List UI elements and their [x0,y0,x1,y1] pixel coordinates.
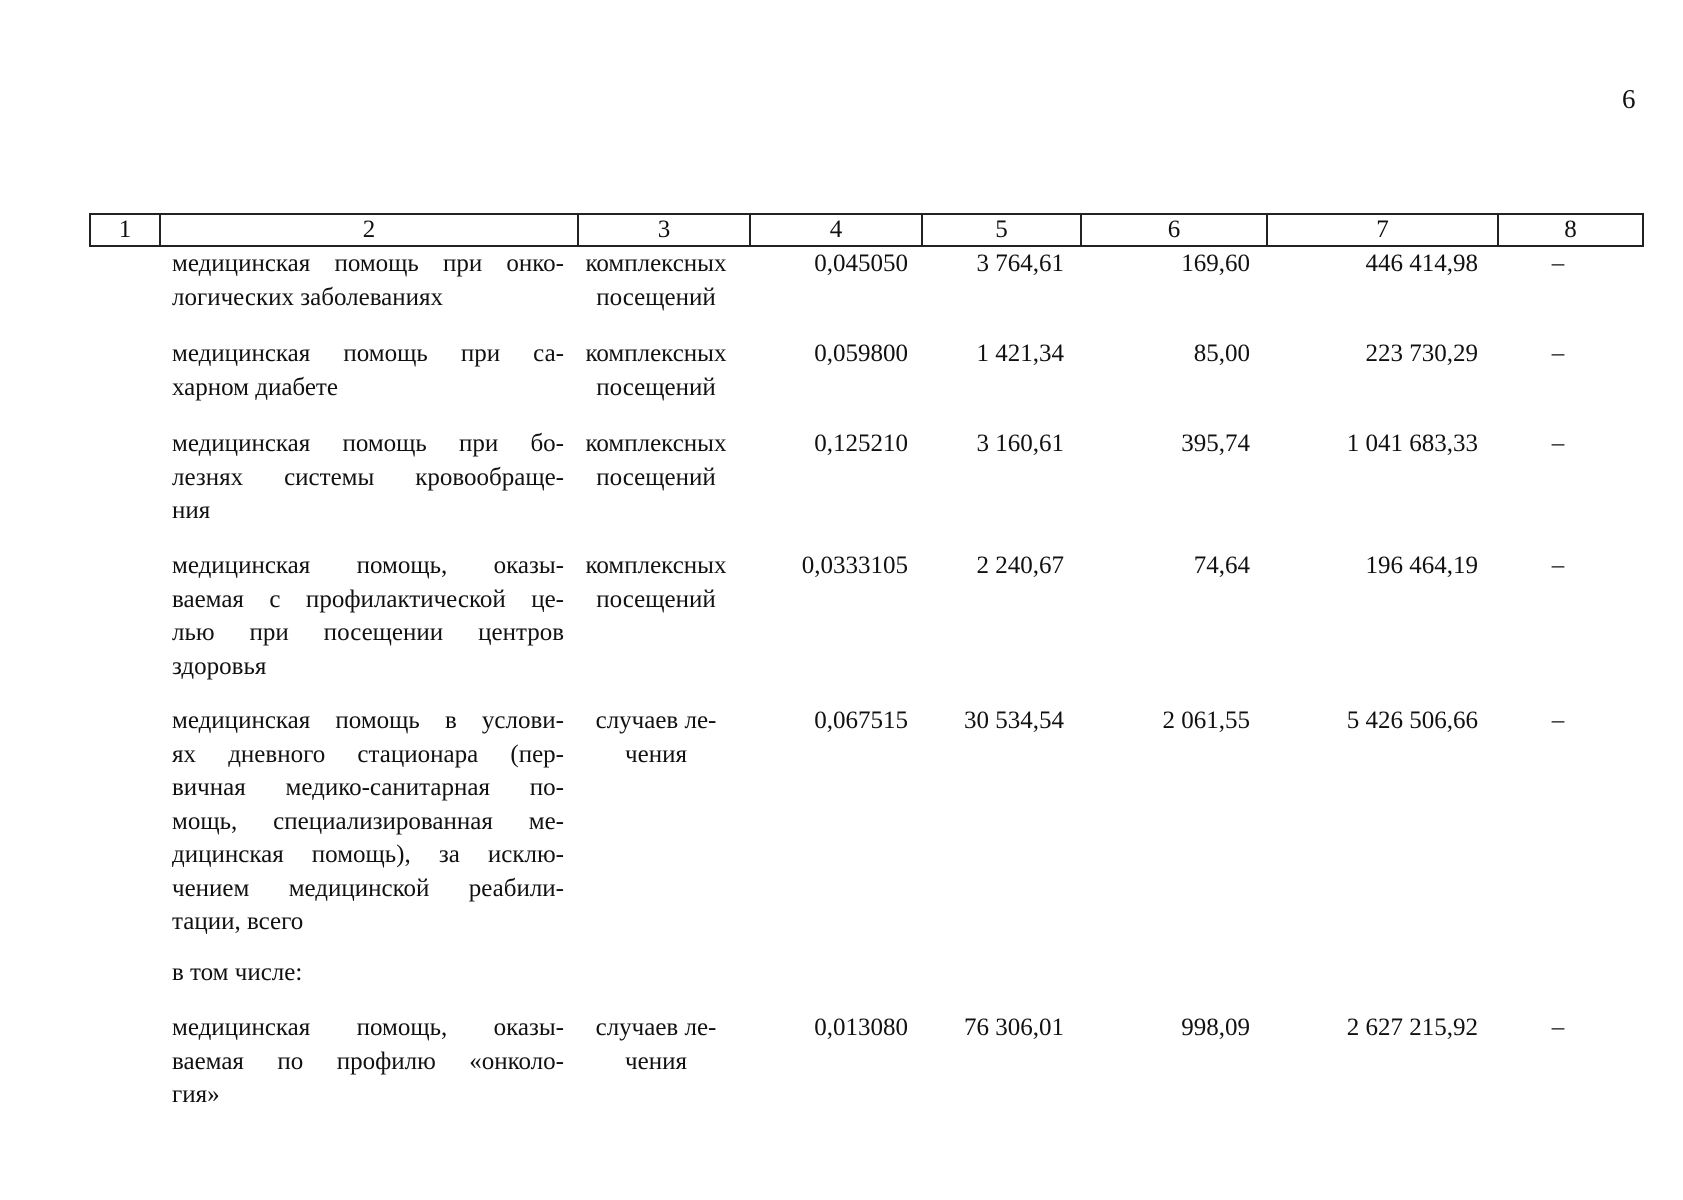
row-unit [574,247,738,314]
row-name [172,427,564,528]
row-value-c4: 0,0333105 [801,552,908,579]
row-name-line: лезнях системы кровообраще- [172,463,564,491]
row-value-c7: 223 730,29 [1365,340,1478,367]
row-value-c5: 1 421,34 [976,340,1064,367]
row-unit-line: комплексных [585,340,727,367]
header-col-7: 7 [1267,214,1498,246]
row-name-line: мощь, специализированная ме- [172,807,564,835]
header-col-5: 5 [922,214,1081,246]
header-col-2: 2 [160,214,578,246]
row-value-c8: – [1551,552,1565,579]
row-unit-line: посещений [596,463,716,491]
row-name-line: медицинская помощь при бо- [172,430,564,457]
row-value-c6: 85,00 [1193,340,1250,367]
row-unit-line: посещений [596,373,716,401]
row-name-line: медицинская помощь при са- [172,340,564,367]
page-number: 6 [1622,84,1636,114]
row-name-line: медицинская помощь в услови- [172,707,564,734]
header-col-4: 4 [750,214,922,246]
row-unit [574,337,738,404]
header-col-3: 3 [578,214,750,246]
row-value-c5: 2 240,67 [976,552,1064,579]
row-name [172,549,564,683]
row-value-c8: – [1551,340,1565,367]
row-unit [574,1011,738,1078]
row-value-c4: 0,059800 [814,340,908,367]
row-value-c5: 76 306,01 [964,1014,1064,1041]
row-unit-line: посещений [596,283,716,311]
row-name-line: харном диабете [172,373,338,401]
row-value-c8: – [1551,707,1565,734]
row-name [172,247,564,314]
row-value-c5: 30 534,54 [964,707,1064,734]
row-name [172,337,564,404]
row-unit [574,549,738,616]
row-value-c4: 0,045050 [814,250,908,277]
row-unit-line: комплексных [585,250,727,277]
row-unit-line: комплексных [585,552,727,579]
row-name-line: ния [172,497,211,524]
row-name-line: гия» [172,1081,220,1108]
row-name-line: ваемая с профилактической це- [172,585,564,613]
column-number-header [89,213,1644,247]
row-value-c6: 74,64 [1193,552,1250,579]
row-unit-line: посещений [596,585,716,613]
row-value-c8: – [1551,430,1565,457]
row-value-c7: 5 426 506,66 [1346,707,1478,734]
row-name-line: ваемая по профилю «онколо- [172,1047,564,1075]
row-value-c7: 446 414,98 [1365,250,1478,277]
row-value-c6: 395,74 [1181,430,1250,457]
row-name-line: медицинская помощь при онко- [172,250,564,277]
row-value-c6: 998,09 [1181,1014,1250,1041]
row-value-c6: 2 061,55 [1162,707,1250,734]
row-value-c5: 3 160,61 [976,430,1064,457]
header-col-6: 6 [1081,214,1267,246]
header-col-1: 1 [90,214,160,246]
row-name [172,1011,564,1112]
row-unit [574,427,738,494]
header-col-8: 8 [1498,214,1643,246]
row-value-c4: 0,125210 [814,430,908,457]
row-value-c4: 0,013080 [814,1014,908,1041]
row-unit [574,704,738,771]
row-name-line: здоровья [172,652,267,680]
row-value-c6: 169,60 [1181,250,1250,277]
row-unit-line: случаев ле- [595,707,717,734]
row-name-line: тации, всего [172,908,304,935]
row-name [172,704,564,939]
row-name-line: лью при посещении центров [172,619,564,646]
row-name-line: дицинская помощь), за исклю- [172,841,564,868]
row-value-c7: 1 041 683,33 [1346,430,1478,457]
row-name-line: ях дневного стационара (пер- [172,740,564,768]
row-name-line: логических заболеваниях [172,283,444,311]
subheading-including: в том числе: [172,959,303,986]
row-value-c4: 0,067515 [814,707,908,734]
row-name-line: медицинская помощь, оказы- [172,1014,564,1041]
row-unit-line: чения [625,1047,687,1075]
row-value-c8: – [1551,1014,1565,1041]
row-name-line: вичная медико-санитарная по- [172,774,564,801]
row-unit-line: случаев ле- [595,1014,717,1041]
row-name-line: медицинская помощь, оказы- [172,552,564,579]
row-unit-line: чения [625,740,687,768]
row-value-c5: 3 764,61 [976,250,1064,277]
row-value-c7: 196 464,19 [1365,552,1478,579]
row-value-c7: 2 627 215,92 [1346,1014,1478,1041]
row-unit-line: комплексных [585,430,727,457]
row-value-c8: – [1551,250,1565,277]
row-name-line: чением медицинской реабили- [172,874,564,902]
